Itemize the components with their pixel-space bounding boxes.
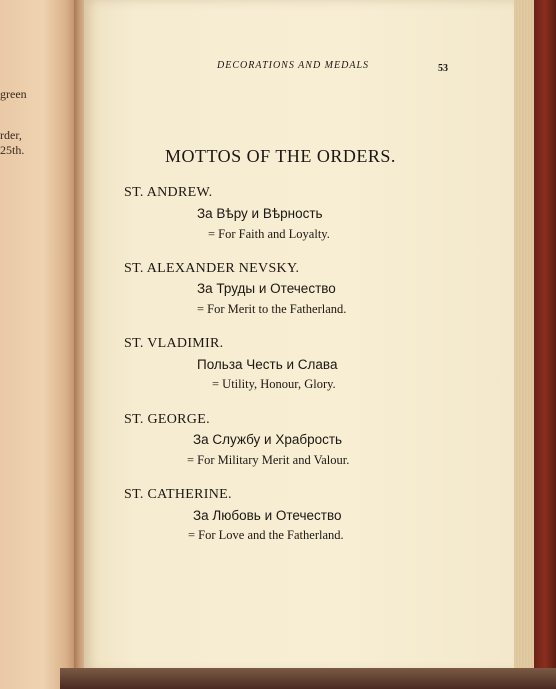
book-cover-bottom <box>60 668 556 689</box>
order-name: ST. ANDREW. <box>124 185 213 200</box>
motto-english: = For Faith and Loyalty. <box>208 227 330 241</box>
motto-russian: Польза Честь и Слава <box>197 357 338 372</box>
page-title: MOTTOS OF THE ORDERS. <box>165 146 396 166</box>
running-head: DECORATIONS AND MEDALS <box>217 60 369 71</box>
motto-english: = For Merit to the Fatherland. <box>197 302 347 316</box>
order-name: ST. ALEXANDER NEVSKY. <box>124 261 300 276</box>
page-number: 53 <box>438 63 448 74</box>
motto-english: = For Love and the Fatherland. <box>188 528 344 542</box>
order-name: ST. VLADIMIR. <box>124 336 224 351</box>
motto-russian: За Вѣру и Вѣрность <box>197 206 323 221</box>
motto-english: = Utility, Honour, Glory. <box>212 377 336 391</box>
motto-russian: За Труды и Отечество <box>197 281 336 296</box>
motto-russian: За Службу и Храбрость <box>193 432 343 447</box>
facing-page-fragment: rder, <box>0 128 22 142</box>
page-edges <box>514 0 536 672</box>
book-cover-edge <box>534 0 556 689</box>
facing-page-fragment: green <box>0 87 27 101</box>
motto-russian: За Любовь и Отечество <box>193 508 342 523</box>
facing-page-fragment: 25th. <box>0 143 25 157</box>
motto-english: = For Military Merit and Valour. <box>187 453 350 467</box>
order-name: ST. CATHERINE. <box>124 487 232 502</box>
facing-page <box>0 0 78 689</box>
order-name: ST. GEORGE. <box>124 412 210 427</box>
